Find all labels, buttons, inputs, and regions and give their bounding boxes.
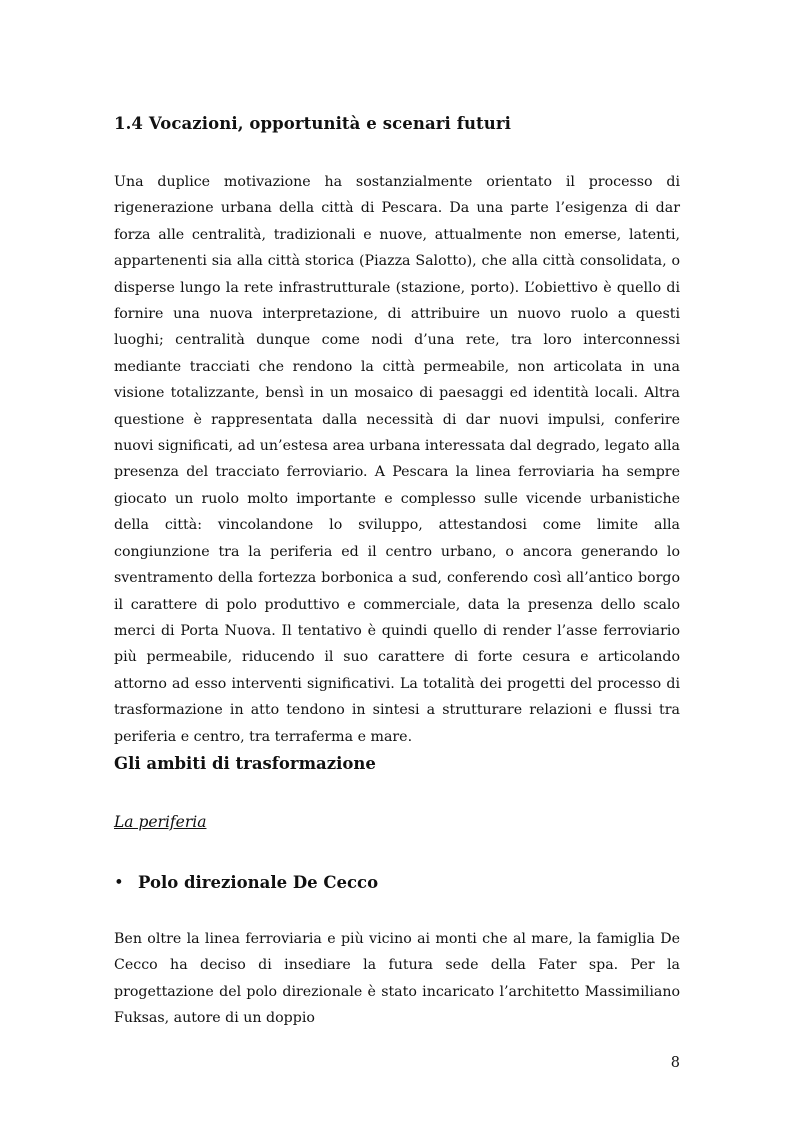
document-page bbox=[114, 0, 680, 1123]
body-paragraph-2: Ben oltre la linea ferroviaria e più vicino ai monti che al mare, la famiglia De Cecco ha deciso di insediare la futura sede della Fater spa. Per la progettazione del polo direzionale è stato incaricato l’architetto Massimiliano Fuksas, autore di un doppio bbox=[114, 931, 680, 1027]
body-paragraph-1: Una duplice motivazione ha sostanzialmente orientato il processo di rigenerazione urbana della città di Pescara. Da una parte l’esigenza di dar forza alle centralità, tradizionali e nuove, attualmente non emerse, latenti, appartenenti sia alla città storica (Piazza Salotto), che alla città consolidata, o disperse lungo la rete infrastrutturale (stazione, porto). L’obiettivo è quello di fornire una nuova interpretazione, di attribuire un nuovo ruolo a questi luoghi; centralità dunque come nodi d’una rete, tra loro interconnessi mediante tracciati che rendono la città permeabile, non articolata in una visione totalizzante, bensì in un mosaico di paesaggi ed identità locali. Altra questione è rappresentata dalla necessità di dar nuovi impulsi, conferire nuovi significati, ad un’estesa area urbana interessata dal degrado, legato alla presenza del tracciato ferroviario. A Pescara la linea ferroviaria ha sempre giocato un ruolo molto importante e complesso sulle vicende urbanistiche della città: vincolandone lo sviluppo, attestandosi come limite alla congiunzione tra la periferia ed il centro urbano, o ancora generando lo sventramento della fortezza borbonica a sud, conferendo così all’antico borgo il carattere di polo produttivo e commerciale, data la presenza dello scalo merci di Porta Nuova. Il tentativo è quindi quello di render l’asse ferroviario più permeabile, riducendo il suo carattere di forte cesura e articolando attorno ad esso interventi significativi. La totalità dei progetti del processo di trasformazione in atto tendono in sintesi a strutturare relazioni e flussi tra periferia e centro, tra terraferma e mare. bbox=[114, 174, 680, 745]
bullet-icon: • bbox=[114, 873, 124, 892]
bullet-item-label: Polo direzionale De Cecco bbox=[138, 873, 379, 892]
subheading-periferia: La periferia bbox=[114, 813, 207, 831]
page-number: 8 bbox=[670, 1055, 680, 1071]
section-title: 1.4 Vocazioni, opportunità e scenari futuri bbox=[114, 114, 512, 133]
bullet-item-polo-direzionale bbox=[114, 873, 378, 892]
subheading-ambiti: Gli ambiti di trasformazione bbox=[114, 754, 376, 773]
